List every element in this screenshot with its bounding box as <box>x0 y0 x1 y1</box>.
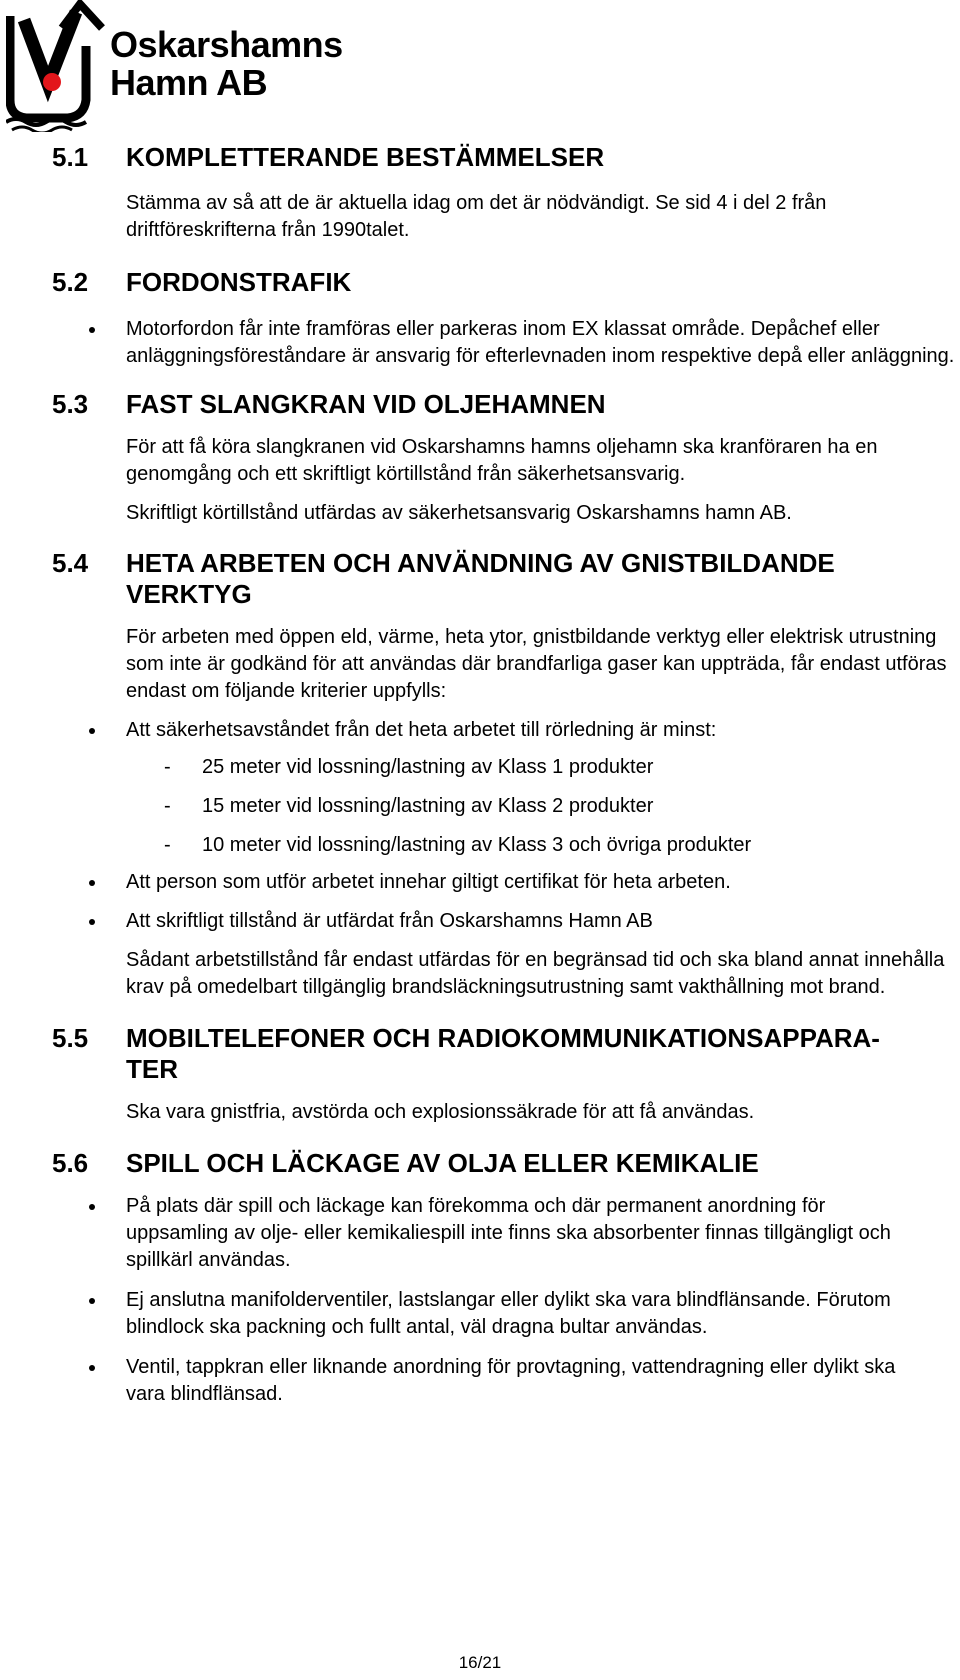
list-item-text: Ventil, tappkran eller liknande anordning för provtagning, vattendragning eller dylikt ska vara blindflänsad. <box>126 1356 896 1405</box>
section-5-3-text-2: Skriftligt körtillstånd utfärdas av säkerhetsansvarig Oskarshamns hamn AB. <box>126 502 792 524</box>
section-number: 5.6 <box>52 1148 89 1178</box>
page-number: 16/21 <box>458 1653 502 1672</box>
dash-marker: - <box>164 795 171 817</box>
section-5-2-list <box>52 316 957 370</box>
section-5-5-text: Ska vara gnistfria, avstörda och explosionssäkrade för att få användas. <box>126 1101 755 1123</box>
section-5-4-heading <box>52 548 957 610</box>
bullet-icon <box>52 908 126 935</box>
section-title: HETA ARBETEN OCH ANVÄNDNING AV GNISTBILDANDE VERKTYG <box>126 548 835 609</box>
list-item <box>52 1287 957 1341</box>
list-item <box>52 1193 957 1274</box>
list-item <box>52 908 957 935</box>
company-logo <box>6 0 366 132</box>
section-5-4-closing: Sådant arbetstillstånd får endast utfärdas för en begränsad tid och ska bland annat innehålla krav på omedelbart tillgänglig brandsläckningsutrustning samt vakthållning mot brand. <box>126 949 945 998</box>
section-title: FAST SLANGKRAN VID OLJEHAMNEN <box>126 389 606 419</box>
dash-marker: - <box>164 756 171 778</box>
dash-marker: - <box>164 834 171 856</box>
logo-mark-icon <box>6 0 110 132</box>
list-item <box>52 793 957 820</box>
distance-list <box>52 754 957 859</box>
bullet-icon <box>52 1354 126 1408</box>
list-item-text: Att person som utför arbetet innehar giltigt certifikat för heta arbeten. <box>126 871 731 893</box>
section-number: 5.3 <box>52 389 89 419</box>
section-5-5-heading <box>52 1023 957 1085</box>
section-number: 5.2 <box>52 267 89 297</box>
list-item <box>52 717 957 744</box>
list-item-text: På plats där spill och läckage kan förekomma och där permanent anordning för uppsamling av olje- eller kemikaliespill inte finns ska absorbenter finnas tillgängligt och spillkärl användas. <box>126 1195 891 1271</box>
section-title: MOBILTELEFONER OCH RADIOKOMMUNIKATIONSAPPARA-TER <box>126 1023 880 1084</box>
section-title: FORDONSTRAFIK <box>126 267 352 297</box>
section-5-1-heading <box>52 142 957 173</box>
section-title: KOMPLETTERANDE BESTÄMMELSER <box>126 142 605 172</box>
list-item-text: Motorfordon får inte framföras eller parkeras inom EX klassat område. Depåchef eller anläggningsföreståndare är ansvarig för efterlevnaden inom respektive depå eller anläggning. <box>126 318 955 367</box>
section-5-1-text: Stämma av så att de är aktuella idag om det är nödvändigt. Se sid 4 i del 2 från driftföreskrifterna från 1990talet. <box>126 192 827 241</box>
list-item-text: Att skriftligt tillstånd är utfärdat från Oskarshamns Hamn AB <box>126 910 653 932</box>
section-5-3-heading <box>52 389 957 420</box>
list-item <box>52 869 957 896</box>
list-item <box>52 832 957 859</box>
section-number: 5.5 <box>52 1023 89 1053</box>
section-number: 5.4 <box>52 548 89 578</box>
list-item-text: 25 meter vid lossning/lastning av Klass 1 produkter <box>202 756 654 778</box>
list-item-text: Att säkerhetsavståndet från det heta arbetet till rörledning är minst: <box>126 719 717 741</box>
logo-name-line1: Oskarshamns <box>110 24 343 65</box>
bullet-icon <box>52 316 126 370</box>
section-5-4-list <box>52 717 957 744</box>
list-item <box>52 1354 957 1408</box>
list-item <box>52 754 957 781</box>
logo-wordmark <box>110 26 343 102</box>
bullet-icon <box>52 869 126 896</box>
document-body <box>52 142 957 1408</box>
list-item-text: 10 meter vid lossning/lastning av Klass 3 och övriga produkter <box>202 834 752 856</box>
list-item-text: 15 meter vid lossning/lastning av Klass 2 produkter <box>202 795 654 817</box>
section-title: SPILL OCH LÄCKAGE AV OLJA ELLER KEMIKALIE <box>126 1148 759 1178</box>
section-number: 5.1 <box>52 142 89 172</box>
bullet-icon <box>52 1193 126 1274</box>
section-5-6-list <box>52 1193 957 1408</box>
section-5-6-heading <box>52 1148 957 1179</box>
bullet-icon <box>52 717 126 744</box>
bullet-icon <box>52 1287 126 1341</box>
list-item <box>52 316 957 370</box>
section-5-2-heading <box>52 267 957 298</box>
section-5-3-text: För att få köra slangkranen vid Oskarshamns hamns oljehamn ska kranföraren ha en genomgång och ett skriftligt körtillstånd från säkerhetsansvarig. <box>126 436 878 485</box>
logo-name-line2: Hamn AB <box>110 62 268 103</box>
section-5-4-intro: För arbeten med öppen eld, värme, heta ytor, gnistbildande verktyg eller elektrisk utrustning som inte är godkänd för att användas där brandfarliga gaser kan uppträda, får endast utföras endast om följande kriterier uppfylls: <box>126 626 947 702</box>
list-item-text: Ej anslutna manifolderventiler, lastslangar eller dylikt ska vara blindflänsande. Förutom blindlock ska packning och fullt antal, väl dragna bultar användas. <box>126 1289 891 1338</box>
section-5-4-list-2 <box>52 869 957 935</box>
